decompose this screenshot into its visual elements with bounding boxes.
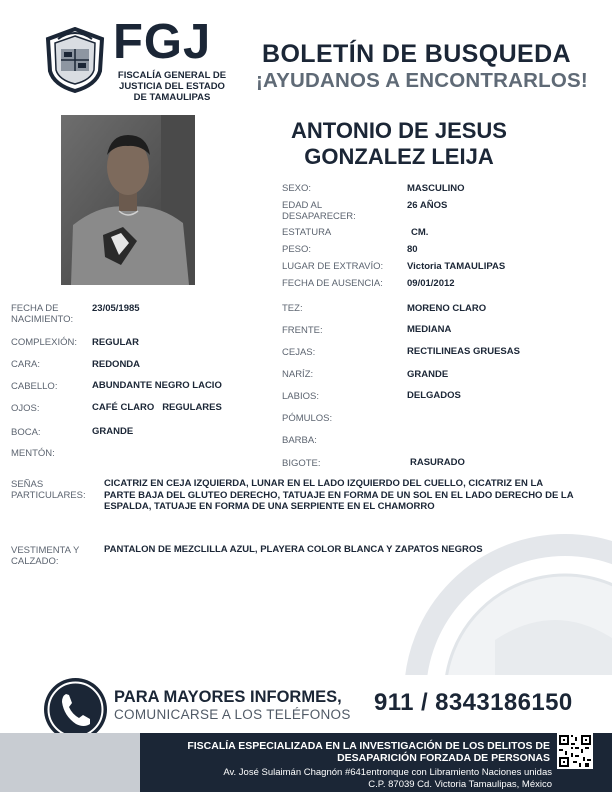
lips-label: LABIOS:	[282, 391, 319, 402]
place-value: Victoria TAMAULIPAS	[407, 261, 506, 272]
contact-phone[interactable]: 911 / 8343186150	[374, 689, 573, 716]
height-label: ESTATURA	[282, 227, 332, 238]
eyes-label: OJOS:	[11, 403, 40, 414]
logo-text: FGJ	[113, 15, 212, 69]
person-name-line-2: GONZALEZ LEIJA	[304, 144, 494, 169]
bulletin-subtitle: ¡AYUDANOS A ENCONTRARLOS!	[256, 69, 588, 92]
logo-sub-line-2: JUSTICIA DEL ESTADO	[119, 81, 225, 92]
lips-value: DELGADOS	[407, 390, 461, 401]
eyebrows-label: CEJAS:	[282, 347, 316, 358]
footer-office-line-2: DESAPARICIÓN FORZADA DE PERSONAS	[337, 752, 550, 764]
marks-label: SEÑAS PARTICULARES:	[11, 479, 86, 501]
clothing-value: PANTALON DE MEZCLILLA AZUL, PLAYERA COLOR BLANCA Y ZAPATOS NEGROS	[104, 544, 483, 555]
beard-label: BARBA:	[282, 435, 317, 446]
footer-address-line-2: C.P. 87039 Cd. Victoria Tamaulipas, México	[368, 779, 552, 790]
sex-value: MASCULINO	[407, 183, 465, 194]
mustache-value: RASURADO	[410, 457, 465, 468]
clothing-label: VESTIMENTA Y CALZADO:	[11, 545, 80, 567]
face-label: CARA:	[11, 359, 41, 370]
absence-date-value: 09/01/2012	[407, 278, 455, 289]
forehead-label: FRENTE:	[282, 325, 323, 336]
mouth-value: GRANDE	[92, 426, 134, 437]
age-label: EDAD AL DESAPARECER:	[282, 200, 356, 222]
logo-sub-line-1: FISCALÍA GENERAL DE	[117, 70, 227, 81]
hair-label: CABELLO:	[11, 381, 58, 392]
phone-icon	[44, 678, 107, 741]
bulletin-title: BOLETÍN DE BUSQUEDA	[262, 40, 572, 68]
forehead-value: MEDIANA	[407, 324, 452, 335]
footer-left-panel	[0, 733, 140, 792]
contact-subtitle: COMUNICARSE A LOS TELÉFONOS	[114, 707, 351, 722]
skin-value: MORENO CLARO	[407, 303, 487, 314]
hair-value: ABUNDANTE NEGRO LACIO	[92, 380, 222, 391]
state-seal-icon	[44, 27, 106, 93]
build-value: REGULAR	[92, 337, 139, 348]
nose-value: GRANDE	[407, 369, 449, 380]
cheekbones-label: PÓMULOS:	[282, 413, 333, 424]
absence-date-label: FECHA DE AUSENCIA:	[282, 278, 383, 289]
build-label: COMPLEXIÓN:	[11, 337, 77, 348]
marks-value: CICATRIZ EN CEJA IZQUIERDA, LUNAR EN EL LADO IZQUIERDO DEL CUELLO, CICATRIZ EN LA PARTE BAJA DEL GLUTEO DERECHO, TATUAJE EN FORMA DE UN SOL EN EL LADO DERECHO DE LA ESPALDA, TATUAJE EN FORMA DE UNA SERPIENTE EN EL CHAMORRO	[104, 478, 574, 512]
chin-label: MENTÓN:	[11, 448, 55, 459]
weight-value: 80	[407, 244, 418, 255]
sex-label: SEXO:	[282, 183, 312, 194]
logo-sub-line-3: DE TAMAULIPAS	[133, 92, 211, 103]
person-name-line-1: ANTONIO DE JESUS	[291, 118, 507, 143]
face-value: REDONDA	[92, 359, 141, 370]
mouth-label: BOCA:	[11, 427, 41, 438]
height-value: CM.	[411, 227, 429, 238]
eyes-value: CAFÉ CLARO REGULARES	[92, 402, 222, 413]
birthdate-value: 23/05/1985	[92, 303, 140, 314]
contact-title: PARA MAYORES INFORMES,	[114, 688, 342, 706]
weight-label: PESO:	[282, 244, 312, 255]
qr-code-icon[interactable]	[557, 733, 593, 769]
footer-address-line-1: Av. José Sulaimán Chagnón #641entronque con Libramiento Naciones unidas	[223, 767, 552, 778]
birthdate-label: FECHA DE NACIMIENTO:	[11, 303, 74, 325]
footer-office-line-1: FISCALÍA ESPECIALIZADA EN LA INVESTIGACIÓN DE LOS DELITOS DE	[187, 740, 550, 752]
person-photo	[61, 115, 195, 285]
eyebrows-value: RECTILINEAS GRUESAS	[407, 346, 520, 357]
age-value: 26 AÑOS	[407, 200, 448, 211]
mustache-label: BIGOTE:	[282, 458, 321, 469]
place-label: LUGAR DE EXTRAVÍO:	[282, 261, 384, 272]
skin-label: TEZ:	[282, 303, 303, 314]
nose-label: NARÍZ:	[282, 369, 314, 380]
